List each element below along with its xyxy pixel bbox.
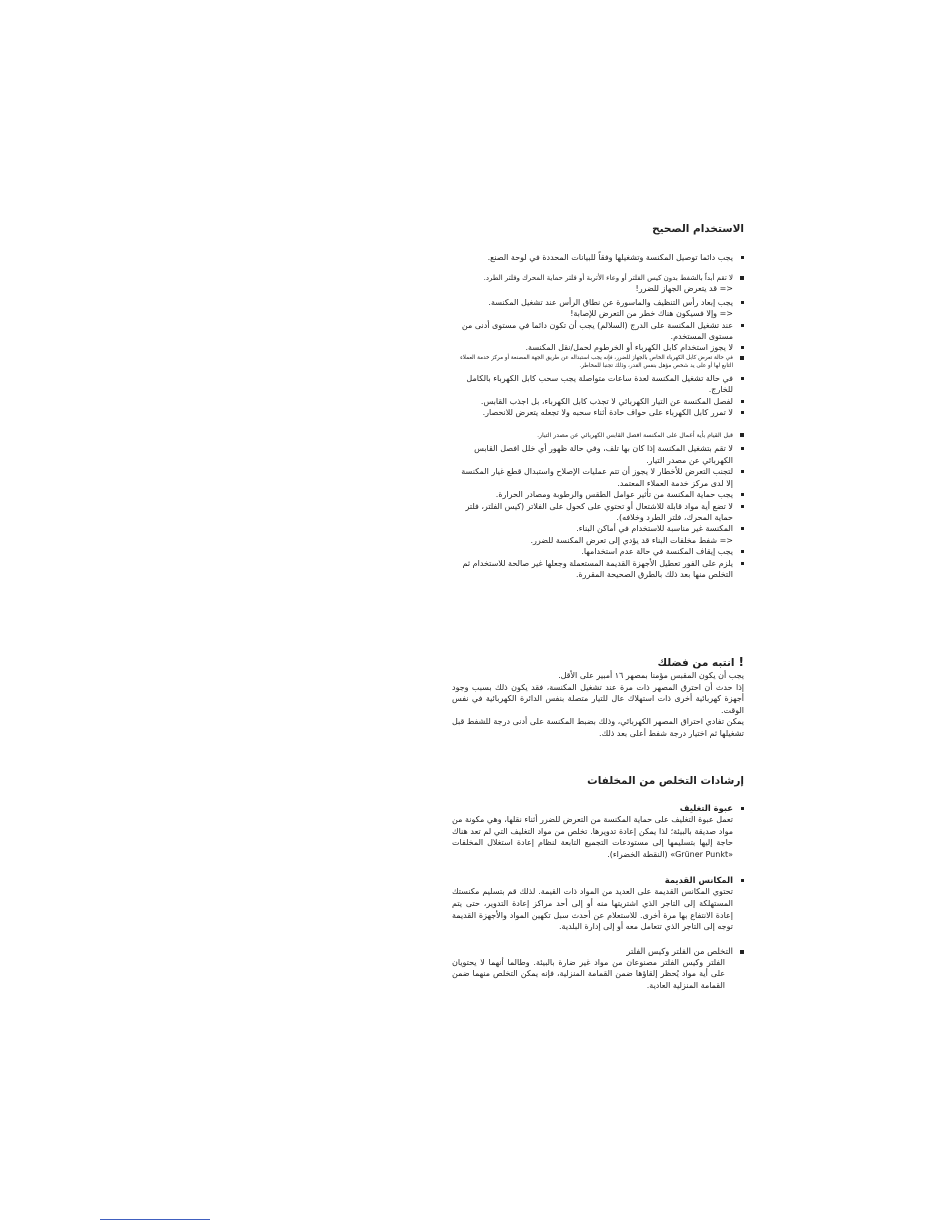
list-item: لا تقم أبداً بالشفط بدون كيس الفلتر أو وعاء الأتربة أو فلتر حماية المحرك وفلتر الطرد. <box>452 273 744 283</box>
bullet-icon <box>741 301 744 304</box>
bullet-icon <box>740 433 744 437</box>
old-appliances-title: المكانس القديمة <box>664 875 733 886</box>
bullet-icon <box>740 276 744 280</box>
list-item: في حالة تشغيل المكنسة لعدة ساعات متواصلة يجب سحب كابل الكهرباء بالكامل للخارج. <box>452 373 744 396</box>
list-item: لا يجوز استخدام كابل الكهرباء أو الخرطوم لحمل/نقل المكنسة. <box>452 342 744 353</box>
bullet-icon <box>741 324 744 327</box>
attention-section <box>452 655 744 740</box>
attention-title: انتبه من فضلك <box>657 657 735 669</box>
bullet-icon <box>741 470 744 473</box>
list-item: يجب إيقاف المكنسة في حالة عدم استخدامها. <box>452 546 744 557</box>
list-item: لفصل المكنسة عن التيار الكهربائي لا تجذب كابل الكهرباء، بل اجذب القابس. <box>452 396 744 407</box>
bullet-icon <box>741 505 744 508</box>
bullet-icon <box>741 550 744 553</box>
list-item: لتجنب التعرض للأخطار لا يجوز أن تتم عمليات الإصلاح واستبدال قطع غيار المكنسة إلا لدى مركز خدمة العملاء المعتمد. <box>452 466 744 489</box>
disposal-section <box>452 774 744 992</box>
bullet-icon <box>741 807 744 810</box>
bullet-icon <box>741 562 744 565</box>
exclamation-icon: ! <box>738 655 744 669</box>
bullet-icon <box>741 256 744 259</box>
list-item: لا تضع أية مواد قابلة للاشتعال أو تحتوي على كحول على الفلاتر (كيس الفلتر، فلتر حماية المحرك، فلتر الطرد وخلافه). <box>452 501 744 524</box>
list-item: عند تشغيل المكنسة على الدرج (السلالم) يجب أن تكون دائما في مستوى أدنى من مستوى المستخدم. <box>452 320 744 343</box>
bullet-icon <box>741 411 744 414</box>
list-item: لا تمرر كابل الكهرباء على حواف حادة أثناء سحبه ولا تجعله يتعرض للانحصار. <box>452 407 744 418</box>
footnote-rule <box>100 1219 210 1220</box>
filter-text: الفلتر وكيس الفلتر مصنوعان من مواد غير ضارة بالبيئة. وطالما أنهما لا يحتويان على أية مواد يُحظر إلقاؤها ضمن القمامة المنزلية، فإنه يمكن التخلص منهما ضمن القمامة المنزلية العادية. <box>452 957 725 990</box>
list-item: قبل القيام بأية أعمال على المكنسة افصل القابس الكهربائي عن مصدر التيار. <box>452 430 744 441</box>
list-item: في حالة تعرض كابل الكهرباء الخاص بالجهاز للضرر، فإنه يجب استبداله عن طريق الجهة المصنعة أو مركز خدمة العملاء التابع لها أو على يد شخص مؤهل بنفس القدر، وذلك تجنبا للمخاطر. <box>452 354 744 370</box>
bullet-icon <box>741 377 744 380</box>
list-item: <= وإلا فسيكون هناك خطر من التعرض للإصابة! <box>570 309 733 319</box>
bullet-icon <box>740 356 744 360</box>
bullet-icon <box>741 493 744 496</box>
list-item: يجب دائما توصيل المكنسة وتشغيلها وفقاً للبيانات المحددة في لوحة الصنع. <box>452 252 744 263</box>
attention-heading <box>452 655 744 670</box>
attention-paragraph: إذا حدث أن احترق المصهر ذات مرة عند تشغيل المكنسة، فقد يكون ذلك بسبب وجود أجهزة كهربائية أخرى ذات استهلاك عال للتيار متصلة بنفس الدائرة الكهربائية في نفس الوقت. <box>452 682 744 715</box>
old-appliances-text: تحتوي المكانس القديمة على العديد من المواد ذات القيمة. لذلك قم بتسليم مكنستك المستهلكة إلى التاجر الذي اشتريتها منه أو إلى أحد مراكز إعادة التدوير، حتى يتم إعادة الانتفاع بها مرة أخرى. للاستعلام عن أحدث سبل تكهين المواد والأجهزة القديمة توجه إلى التاجر الذي تتعامل معه أو إلى إدارة البلدية. <box>452 887 733 932</box>
disposal-title: إرشادات التخلص من المخلفات <box>587 775 744 787</box>
list-item: المكنسة غير مناسبة للاستخدام في أماكن البناء. <box>452 523 744 534</box>
bullet-icon <box>741 447 744 450</box>
bullet-icon <box>740 950 744 954</box>
list-item: <= شفط مخلفات البناء قد يؤدي إلى تعرض المكنسة للضرر. <box>530 535 733 545</box>
bullet-icon <box>741 527 744 530</box>
list-item: يلزم على الفور تعطيل الأجهزة القديمة المستعملة وجعلها غير صالحة للاستخدام ثم التخلص منها بعد ذلك بالطرق الصحيحة المقررة. <box>452 558 744 581</box>
packaging-title: عبوة التغليف <box>679 803 733 813</box>
packaging-block <box>452 802 744 860</box>
old-appliances-block <box>452 874 744 932</box>
list-item: يجب حماية المكنسة من تأثير عوامل الطقس والرطوبة ومصادر الحرارة. <box>452 489 744 500</box>
bullet-icon <box>741 346 744 349</box>
list-item: <= قد يتعرض الجهاز للضرر! <box>635 284 733 294</box>
filter-title: التخلص من الفلتر وكيس الفلتر <box>626 945 733 956</box>
proper-use-section <box>452 222 744 580</box>
bullet-icon <box>741 879 744 882</box>
proper-use-list <box>452 252 744 580</box>
list-item: لا تقم بتشغيل المكنسة إذا كان بها تلف، وفي حالة ظهور أي خلل افصل القابس الكهربائي عن مصدر التيار. <box>452 443 744 466</box>
proper-use-title: الاستخدام الصحيح <box>652 223 744 235</box>
filter-block <box>452 945 744 992</box>
attention-paragraph: يمكن تفادي احتراق المصهر الكهربائي، وذلك بضبط المكنسة على أدنى درجة للشفط قبل تشغيلها ثم اختيار درجة شفط أعلى بعد ذلك. <box>452 717 744 738</box>
list-item: يجب إبعاد رأس التنظيف والماسورة عن نطاق الرأس عند تشغيل المكنسة. <box>452 297 744 308</box>
attention-paragraph: يجب أن يكون المقبس مؤمنا بمصهر ١٦ أمبير على الأقل. <box>558 671 744 680</box>
bullet-icon <box>741 400 744 403</box>
packaging-text: تعمل عبوة التغليف على حماية المكنسة من التعرض للضرر أثناء نقلها، وهي مكونة من مواد صديقة بالبيئة؛ لذا يمكن إعادة تدويرها. تخلص من مواد التغليف التي لم تعد هناك حاجة إليها بتسليمها إلى مستودعات التجميع التابعة لنظام إعادة استغلال المخلفات «Grüner Punkt» (النقطة الخضراء). <box>452 815 733 859</box>
